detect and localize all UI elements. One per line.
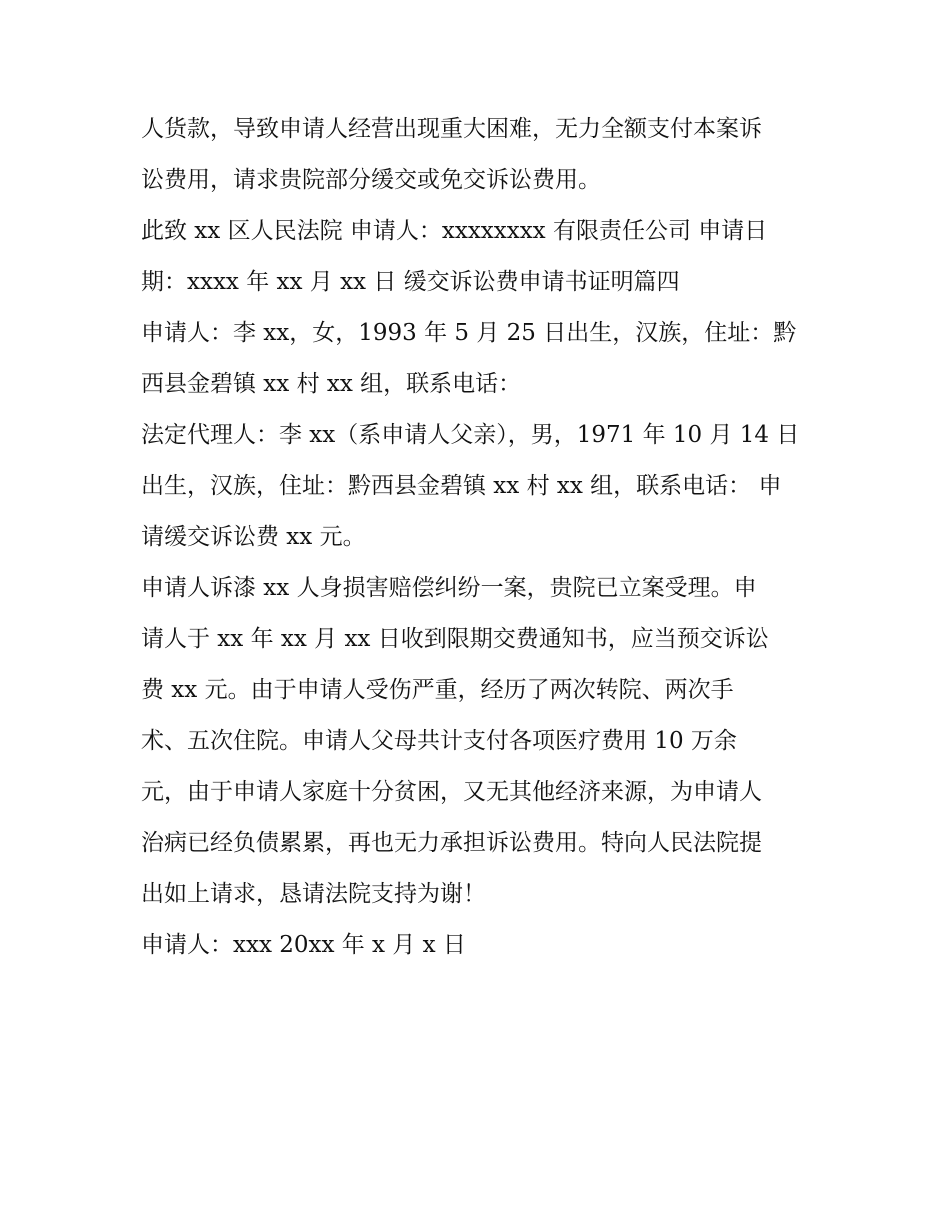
document-body xyxy=(141,104,821,971)
text-line-13: 术、五次住院。申请人父母共计支付各项医疗费用 10 万余 xyxy=(141,728,737,754)
text-line-16: 出如上请求，恳请法院支持为谢！ xyxy=(141,881,486,907)
text-line-15: 治病已经负债累累，再也无力承担诉讼费用。特向人民法院提 xyxy=(141,830,762,856)
text-line-1: 人货款，导致申请人经营出现重大困难，无力全额支付本案诉 xyxy=(141,116,762,142)
signature-line: 申请人：xxx 20xx 年 x 月 x 日 xyxy=(141,932,466,958)
text-line-4: 期：xxxx 年 xx 月 xx 日 缓交诉讼费申请书证明篇四 xyxy=(141,269,680,295)
text-line-10: 申请人诉漆 xx 人身损害赔偿纠纷一案，贵院已立案受理。申 xyxy=(141,575,757,601)
text-line-11: 请人于 xx 年 xx 月 xx 日收到限期交费通知书，应当预交诉讼 xyxy=(141,626,769,652)
text-line-8: 出生，汉族，住址：黔西县金碧镇 xx 村 xx 组，联系电话： 申 xyxy=(141,473,782,499)
text-line-6: 西县金碧镇 xx 村 xx 组，联系电话： xyxy=(141,371,522,397)
text-line-5: 申请人：李 xx，女，1993 年 5 月 25 日出生，汉族，住址：黔 xyxy=(141,320,797,346)
text-line-2: 讼费用，请求贵院部分缓交或免交诉讼费用。 xyxy=(141,167,601,193)
text-line-3: 此致 xx 区人民法院 申请人：xxxxxxxx 有限责任公司 申请日 xyxy=(141,218,768,244)
text-line-7: 法定代理人：李 xx（系申请人父亲），男，1971 年 10 月 14 日 xyxy=(141,422,800,448)
text-line-14: 元，由于申请人家庭十分贫困，又无其他经济来源，为申请人 xyxy=(141,779,762,805)
text-line-12: 费 xx 元。由于申请人受伤严重，经历了两次转院、两次手 xyxy=(141,677,734,703)
text-line-9: 请缓交诉讼费 xx 元。 xyxy=(141,524,366,550)
